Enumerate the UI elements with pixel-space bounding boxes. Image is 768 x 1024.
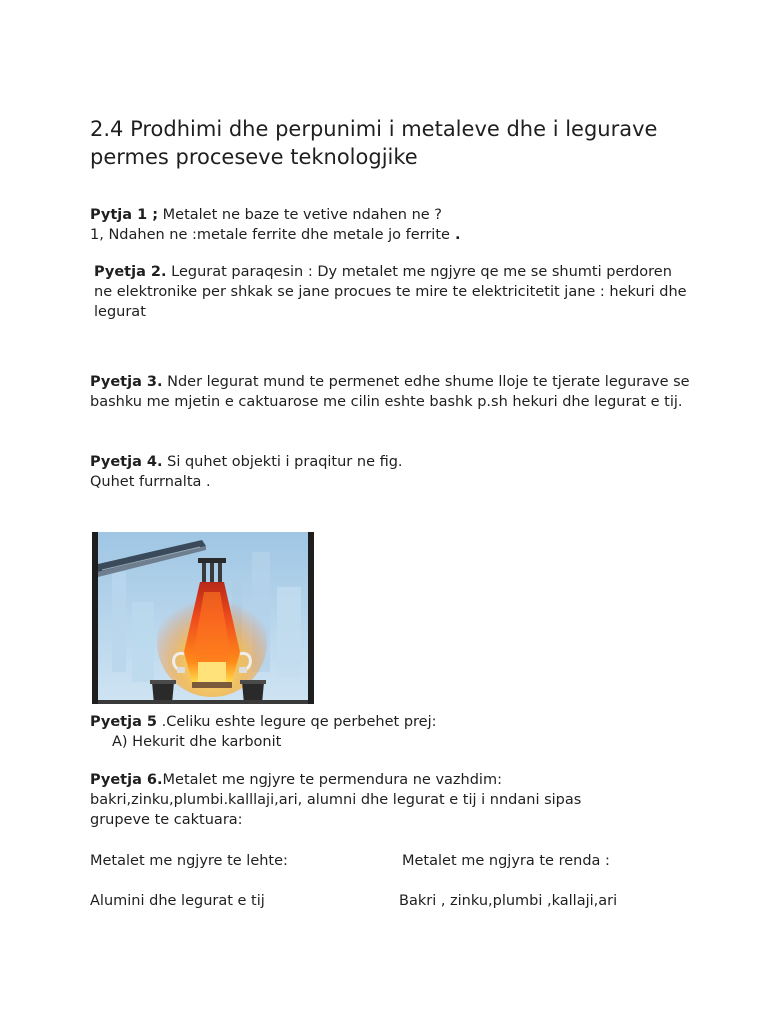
page-title: 2.4 Prodhimi dhe perpunimi i metaleve dhe i legurave permes proceseve teknologjike	[90, 117, 658, 169]
question-5-answer: A) Hekurit dhe karbonit	[112, 734, 282, 750]
question-6-text: Pyetja 6.Metalet me ngjyre te permendura ne vazhdim: bakri,zinku,plumbi.kalllaji,ari, alumni dhe legurat e tij i nndani sipas grupeve te caktuara:	[90, 772, 582, 828]
heavy-metals-header: Metalet me ngjyra te renda :	[402, 853, 610, 869]
question-6	[90, 770, 600, 830]
question-6-label: Pyetja 6.	[90, 772, 163, 788]
blast-furnace-illustration	[92, 532, 314, 704]
question-4-label: Pyetja 4.	[90, 454, 163, 470]
question-5-label: Pyetja 5	[90, 714, 158, 730]
question-5-text: Pyetja 5 .Celiku eshte legure qe perbehet prej:	[90, 714, 437, 730]
question-4-text: Pyetja 4. Si quhet objekti i praqitur ne fig.	[90, 454, 403, 470]
question-4-answer: Quhet furrnalta .	[90, 474, 211, 490]
question-3	[90, 372, 690, 412]
light-metals-header: Metalet me ngjyre te lehte:	[90, 853, 288, 869]
question-3-label: Pyetja 3.	[90, 374, 163, 390]
question-1	[90, 205, 690, 245]
question-2-text: Pyetja 2. Legurat paraqesin : Dy metalet me ngjyre qe me se shumti perdoren ne elektronike per shkak se jane procues te mire te elektricitetit jane : hekuri dhe legurat	[94, 264, 687, 320]
question-1-answer: 1, Ndahen ne :metale ferrite dhe metale jo ferrite .	[90, 227, 461, 243]
question-5	[90, 712, 690, 752]
question-2	[90, 262, 690, 322]
question-1-text: Pytja 1 ; Metalet ne baze te vetive ndahen ne ?	[90, 207, 442, 223]
question-1-label: Pytja 1 ;	[90, 207, 159, 223]
question-4	[90, 452, 690, 492]
heavy-metals-value: Bakri , zinku,plumbi ,kallaji,ari	[399, 893, 618, 909]
light-metals-value: Alumini dhe legurat e tij	[90, 893, 265, 909]
question-3-text: Pyetja 3. Nder legurat mund te permenet edhe shume lloje te tjerate legurave se bashku me mjetin e caktuarose me cilin eshte bashk p.sh hekuri dhe legurat e tij.	[90, 374, 690, 410]
question-2-label: Pyetja 2.	[94, 264, 167, 280]
